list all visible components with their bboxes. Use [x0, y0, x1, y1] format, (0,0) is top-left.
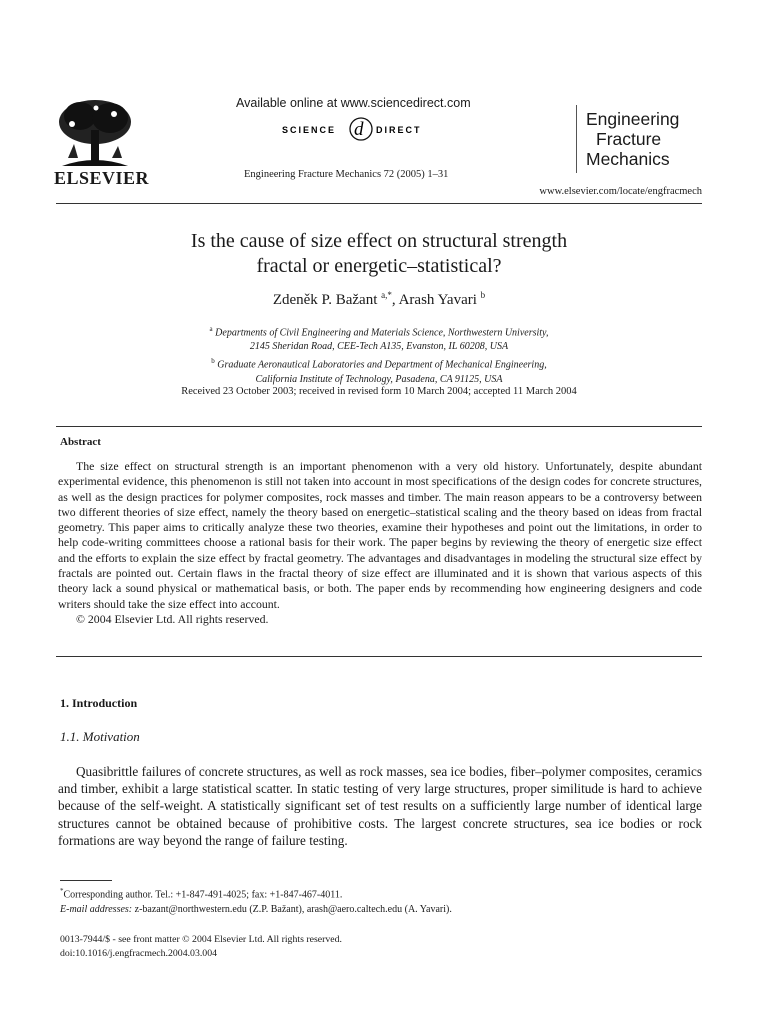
email-label: E-mail addresses:: [60, 904, 133, 916]
affiliation-line: California Institute of Technology, Pasadena, CA 91125, USA: [255, 373, 503, 385]
abstract-bottom-rule: [56, 656, 702, 657]
author-separator: ,: [391, 292, 399, 308]
author-affiliation-mark[interactable]: b: [480, 290, 486, 300]
sciencedirect-right-word: DIRECT: [376, 125, 422, 135]
footnotes: [60, 884, 452, 917]
author-name: Arash Yavari: [398, 292, 477, 308]
issn-line: 0013-7944/$ - see front matter © 2004 Elsevier Ltd. All rights reserved.: [60, 934, 342, 945]
affiliation-mark: a: [209, 325, 213, 333]
footnote-rule: [60, 880, 112, 881]
email-link[interactable]: z-bazant@northwestern.edu: [134, 904, 247, 916]
header-divider: [56, 203, 702, 204]
article-title: [56, 229, 702, 279]
affiliations: [56, 322, 702, 387]
abstract-body: [58, 459, 702, 627]
affiliation-line: Graduate Aeronautical Laboratories and Department of Mechanical Engineering,: [217, 359, 547, 371]
title-line: fractal or energetic–statistical?: [256, 255, 502, 277]
abstract-copyright: © 2004 Elsevier Ltd. All rights reserved.: [76, 611, 269, 626]
corresponding-author-note: Corresponding author. Tel.: +1-847-491-4025; fax: +1-847-467-4011.: [63, 889, 343, 901]
abstract-paragraph: The size effect on structural strength is an important phenomenon with a very old history. Unfortunately, despite abundant experimental evidence, this phenomenon is still not taken into account in most specifications of the design codes for concrete structures, as well as the design practices for polymer composites, rock masses and timber. The main reason appears to be a controversy between two different theories of size effect, namely the theory based on energetic–statistical scaling and the theory based on ideas from fractal geometry. This paper aims to critically analyze these two theories, examine their hypotheses and point out the limitations, in order to help code-writing committees choose a rational basis for their work. The paper begins by reviewing the theory of energetic size effect and the efforts to explain the size effect by fractal geometry. The advantages and disadvantages in modeling the structural size effect by fractals are pointed out. Certain flaws in the fractal theory of size effect are illuminated and it is shown that various aspects of this theory lack a sound physical or mathematical basis, or both. The paper ends by recommending how engineering designers and code writers should take the size effect into account.: [58, 459, 702, 611]
publisher-name: ELSEVIER: [54, 168, 150, 188]
journal-title-line: Engineering: [586, 109, 680, 129]
title-line: Is the cause of size effect on structural strength: [190, 230, 568, 252]
journal-title-rule: [576, 105, 577, 173]
footnote-mark: *: [60, 887, 64, 895]
body-text: [58, 763, 702, 849]
affiliation-line: 2145 Sheridan Road, CEE-Tech A135, Evanston, IL 60208, USA: [249, 341, 509, 353]
journal-title: [586, 109, 679, 169]
received-dates: Received 23 October 2003; received in revised form 10 March 2004; accepted 11 March 2004: [181, 386, 577, 397]
email-link[interactable]: arash@aero.caltech.edu: [306, 904, 403, 916]
affiliation-mark: b: [211, 357, 215, 366]
author-name: Zdeněk P. Bažant: [272, 292, 378, 308]
svg-text:d: d: [354, 119, 364, 140]
abstract-top-rule: [56, 426, 702, 427]
author-list: [56, 290, 702, 309]
abstract-heading: Abstract: [60, 436, 101, 448]
article-meta: [60, 933, 342, 961]
available-online-text: Available online at www.sciencedirect.com: [236, 96, 471, 110]
author-affiliation-mark[interactable]: a,*: [381, 290, 392, 300]
sciencedirect-left-word: SCIENCE: [282, 125, 337, 135]
email-owner: (Z.P. Bažant),: [246, 904, 307, 916]
sciencedirect-logo: [282, 116, 452, 142]
journal-title-line: Mechanics: [586, 149, 670, 169]
email-owner: (A. Yavari).: [402, 904, 452, 916]
journal-url-link[interactable]: www.elsevier.com/locate/engfracmech: [539, 186, 702, 197]
journal-citation: Engineering Fracture Mechanics 72 (2005) 1–31: [244, 169, 449, 180]
body-paragraph: Quasibrittle failures of concrete structures, as well as rock masses, sea ice bodies, fiber–polymer composites, ceramics and timber, exhibit a large statistical scatter. In static testing of very large structures, proper similitude is hard to achieve because of the self-weight. A statistically significant set of test results on a sufficiently large number of identical large structures cannot be obtained because of prohibitive costs. The largest concrete structures, sea ice bodies or rock formations are way beyond the range of failure testing.: [58, 764, 702, 848]
affiliation-line: Departments of Civil Engineering and Materials Science, Northwestern University,: [215, 327, 549, 339]
doi-link[interactable]: doi:10.1016/j.engfracmech.2004.03.004: [60, 948, 217, 959]
journal-title-line: Fracture: [596, 129, 662, 149]
section-heading: 1. Introduction: [60, 696, 138, 710]
subsection-heading: 1.1. Motivation: [60, 729, 140, 744]
